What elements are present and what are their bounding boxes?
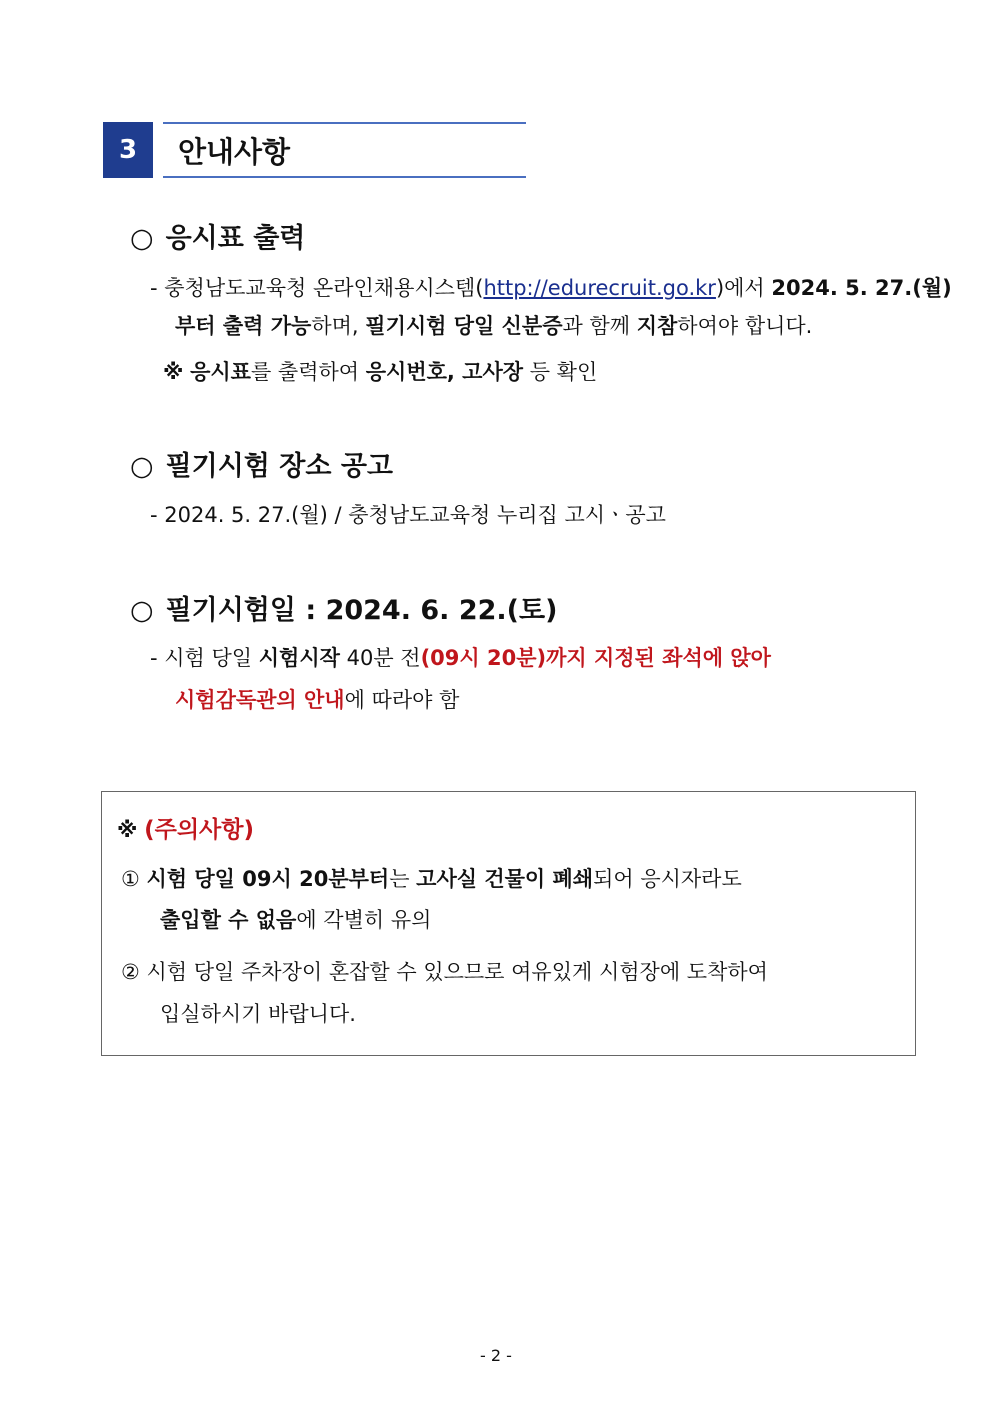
ticket-print-line-1: - 충청남도교육청 온라인채용시스템(http://edurecruit.go.kr)에서 2024. 5. 27.(월) (150, 276, 952, 300)
section-number: 3 (103, 122, 153, 178)
notice-item-2-cont: 입실하시기 바랍니다. (160, 1002, 356, 1026)
notice-title: ※ (주의사항) (117, 817, 255, 843)
exam-date-line-1: - 시험 당일 시험시작 40분 전(09시 20분)까지 지정된 좌석에 앉아 (150, 646, 771, 670)
heading-exam-venue: ○ 필기시험 장소 공고 (130, 451, 394, 482)
notice-item-1-cont: 출입할 수 없음에 각별히 유의 (160, 908, 432, 932)
circle-bullet-icon: ○ (130, 595, 154, 626)
page-number: - 2 - (480, 1346, 512, 1365)
ticket-print-note: ※ 응시표를 출력하여 응시번호, 고사장 등 확인 (163, 360, 598, 384)
exam-date-line-2: 시험감독관의 안내에 따라야 함 (175, 688, 460, 712)
exam-venue-line: - 2024. 5. 27.(월) / 충청남도교육청 누리집 고시ㆍ공고 (150, 503, 666, 527)
circle-bullet-icon: ○ (130, 451, 154, 482)
circle-bullet-icon: ○ (130, 223, 154, 254)
heading-ticket-print: ○ 응시표 출력 (130, 223, 306, 254)
section-title: 안내사항 (163, 122, 526, 178)
ticket-print-line-2: 부터 출력 가능하며, 필기시험 당일 신분증과 함께 지참하여야 합니다. (175, 314, 813, 338)
section-header (103, 122, 526, 178)
notice-item-2: ② 시험 당일 주차장이 혼잡할 수 있으므로 여유있게 시험장에 도착하여 (121, 960, 768, 984)
notice-item-1: ① 시험 당일 09시 20분부터는 고사실 건물이 폐쇄되어 응시자라도 (121, 867, 742, 891)
recruit-system-link[interactable]: http://edurecruit.go.kr (483, 276, 716, 300)
heading-exam-date: ○ 필기시험일 : 2024. 6. 22.(토) (130, 595, 558, 626)
